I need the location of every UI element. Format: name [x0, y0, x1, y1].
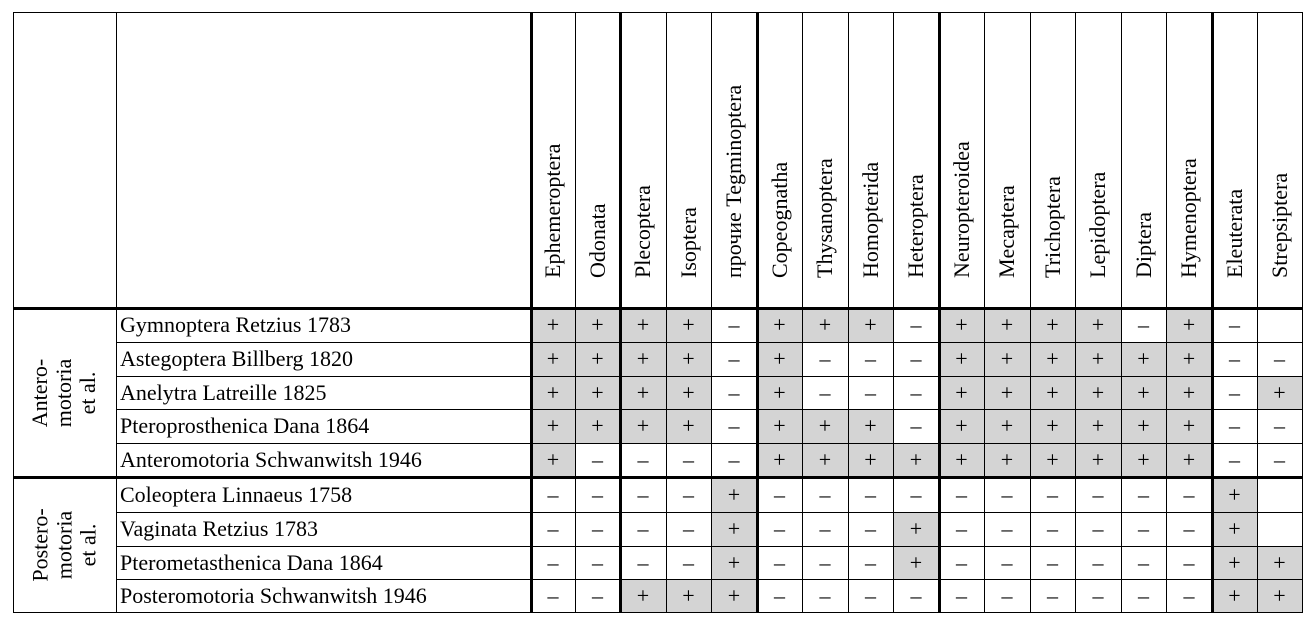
row-label: Anelytra Latreille 1825 [120, 379, 327, 405]
minus-cell: – [728, 346, 740, 371]
grid-line [575, 12, 576, 613]
plus-cell: + [757, 409, 802, 443]
plus-cell: + [1212, 512, 1257, 546]
minus-cell: – [1047, 481, 1058, 507]
plus-cell: + [984, 308, 1030, 342]
plus-cell: + [620, 308, 666, 342]
column-header [757, 12, 802, 308]
plus-cell: + [711, 579, 757, 612]
plus-cell: + [757, 342, 802, 376]
group-label-text: Postero- motoria et al. [27, 507, 101, 582]
plus-cell: + [939, 342, 984, 376]
minus-cell: – [1092, 582, 1104, 608]
column-header [1030, 12, 1075, 308]
column-header-label: Eleuterata [1221, 188, 1247, 278]
minus-cell: – [1092, 549, 1104, 575]
column-header-label: Copeognatha [766, 161, 792, 278]
plus-cell: + [1075, 342, 1121, 376]
plus-cell: + [575, 409, 620, 443]
minus-cell: – [819, 582, 831, 608]
minus-cell: – [865, 346, 876, 371]
grid-line [666, 12, 667, 613]
plus-cell: + [666, 579, 711, 612]
plus-cell: + [939, 308, 984, 342]
plus-cell: + [984, 443, 1030, 477]
minus-cell: – [956, 549, 967, 575]
minus-cell: – [592, 582, 603, 608]
grid-line [1302, 12, 1303, 613]
grid-line [1166, 12, 1167, 613]
minus-cell: – [637, 549, 649, 575]
plus-cell: + [893, 512, 939, 546]
plus-cell: + [1075, 308, 1121, 342]
grid-line [116, 409, 1303, 410]
plus-cell: + [1030, 376, 1075, 409]
grid-line [116, 512, 1303, 513]
plus-cell: + [1257, 546, 1302, 579]
grid-line [13, 12, 14, 613]
minus-cell: – [1001, 549, 1013, 575]
minus-cell: – [1274, 346, 1285, 371]
column-header-label: Heteroptera [903, 174, 928, 278]
plus-cell: + [1212, 477, 1257, 512]
plus-cell: + [757, 443, 802, 477]
plus-cell: + [620, 376, 666, 409]
column-header [1257, 12, 1302, 308]
plus-cell: + [939, 443, 984, 477]
minus-cell: – [1274, 447, 1285, 472]
plus-cell: + [531, 443, 575, 477]
minus-cell: – [910, 481, 922, 507]
plus-cell: + [575, 342, 620, 376]
plus-cell: + [620, 409, 666, 443]
plus-cell: + [757, 308, 802, 342]
minus-cell: – [865, 582, 876, 608]
minus-cell: – [1138, 582, 1149, 608]
minus-cell: – [728, 379, 740, 405]
row-label: Posteromotoria Schwanwitsh 1946 [120, 582, 427, 608]
empty-cell [1257, 308, 1302, 342]
column-header [848, 12, 893, 308]
column-header [666, 12, 711, 308]
grid-line [802, 12, 803, 613]
minus-cell: – [1047, 549, 1058, 575]
minus-cell: – [592, 549, 603, 575]
grid-line [1075, 12, 1076, 613]
row-label: Astegoptera Billberg 1820 [120, 346, 353, 371]
plus-cell: + [1166, 342, 1212, 376]
grid-line [893, 12, 894, 613]
minus-cell: – [547, 549, 559, 575]
plus-cell: + [893, 546, 939, 579]
grid-line [116, 342, 1303, 343]
minus-cell: – [1001, 516, 1013, 541]
minus-cell: – [592, 481, 603, 507]
grid-line [116, 12, 117, 613]
minus-cell: – [819, 516, 831, 541]
grid-line [13, 612, 1303, 613]
plus-cell: + [802, 409, 848, 443]
column-header-label: Hymenoptera [1176, 158, 1201, 278]
plus-cell: + [893, 443, 939, 477]
column-header-label: Mecaptera [994, 185, 1019, 278]
column-header [1075, 12, 1121, 308]
minus-cell: – [774, 516, 785, 541]
grid-line [1211, 12, 1214, 613]
column-header [575, 12, 620, 308]
plus-cell: + [666, 376, 711, 409]
minus-cell: – [1229, 346, 1240, 371]
plus-cell: + [711, 477, 757, 512]
minus-cell: – [1047, 582, 1058, 608]
minus-cell: – [683, 516, 694, 541]
column-header [939, 12, 984, 308]
plus-cell: + [1121, 409, 1166, 443]
minus-cell: – [592, 447, 603, 472]
plus-cell: + [757, 376, 802, 409]
minus-cell: – [547, 516, 559, 541]
minus-cell: – [1138, 481, 1149, 507]
plus-cell: + [1030, 409, 1075, 443]
plus-cell: + [939, 376, 984, 409]
minus-cell: – [1229, 413, 1240, 438]
plus-cell: + [1166, 443, 1212, 477]
column-header-label: Isoptera [675, 207, 701, 278]
minus-cell: – [910, 379, 922, 405]
plus-cell: + [1075, 376, 1121, 409]
column-header [1212, 12, 1257, 308]
minus-cell: – [774, 549, 785, 575]
minus-cell: – [637, 516, 649, 541]
plus-cell: + [531, 342, 575, 376]
minus-cell: – [1092, 481, 1104, 507]
minus-cell: – [1183, 549, 1195, 575]
minus-cell: – [683, 447, 694, 472]
minus-cell: – [910, 346, 922, 371]
group-label-text: Antero- motoria et al. [27, 358, 101, 427]
plus-cell: + [1212, 546, 1257, 579]
minus-cell: – [1047, 516, 1058, 541]
minus-cell: – [865, 379, 876, 405]
grid-line [1121, 12, 1122, 613]
minus-cell: – [1001, 481, 1013, 507]
row-label: Pterometasthenica Dana 1864 [120, 549, 383, 575]
column-header-label: Strepsiptera [1266, 172, 1292, 278]
plus-cell: + [711, 512, 757, 546]
plus-cell: + [1166, 308, 1212, 342]
grid-line [619, 12, 622, 613]
column-header [531, 12, 575, 308]
row-label: Coleoptera Linnaeus 1758 [120, 481, 353, 507]
minus-cell: – [637, 481, 649, 507]
plus-cell: + [848, 409, 893, 443]
plus-cell: + [802, 308, 848, 342]
grid-line [13, 12, 1303, 13]
minus-cell: – [728, 413, 740, 438]
minus-cell: – [728, 312, 740, 337]
plus-cell: + [711, 546, 757, 579]
plus-cell: + [575, 376, 620, 409]
minus-cell: – [1229, 379, 1240, 405]
column-header [984, 12, 1030, 308]
minus-cell: – [774, 582, 785, 608]
plus-cell: + [984, 342, 1030, 376]
column-header [1166, 12, 1212, 308]
grid-line [13, 476, 1303, 479]
column-header-label: Trichoptera [1039, 176, 1065, 278]
row-label: Pteroprosthenica Dana 1864 [120, 413, 370, 438]
plus-cell: + [848, 308, 893, 342]
grid-line [116, 579, 1303, 580]
plus-cell: + [1257, 376, 1302, 409]
minus-cell: – [1183, 516, 1195, 541]
plus-cell: + [666, 409, 711, 443]
column-header-label: прочие Tegminoptera [721, 84, 746, 278]
minus-cell: – [956, 582, 967, 608]
minus-cell: – [1183, 582, 1195, 608]
minus-cell: – [683, 481, 694, 507]
plus-cell: + [1030, 443, 1075, 477]
plus-cell: + [1030, 308, 1075, 342]
minus-cell: – [1183, 481, 1195, 507]
minus-cell: – [819, 346, 831, 371]
column-header-label: Neuropteroidea [948, 141, 974, 278]
column-header [620, 12, 666, 308]
column-header [711, 12, 757, 308]
grid-line [1257, 12, 1258, 613]
minus-cell: – [1138, 516, 1149, 541]
minus-cell: – [547, 481, 559, 507]
minus-cell: – [1138, 549, 1149, 575]
plus-cell: + [575, 308, 620, 342]
plus-cell: + [1121, 443, 1166, 477]
grid-line [116, 376, 1303, 377]
group-label [13, 477, 116, 612]
minus-cell: – [819, 481, 831, 507]
column-header-label: Plecoptera [630, 185, 655, 278]
minus-cell: – [910, 413, 922, 438]
plus-cell: + [620, 342, 666, 376]
minus-cell: – [1274, 413, 1285, 438]
minus-cell: – [728, 447, 740, 472]
plus-cell: + [1166, 376, 1212, 409]
minus-cell: – [956, 481, 967, 507]
column-header-label: Homopterida [857, 161, 883, 278]
minus-cell: – [547, 582, 559, 608]
minus-cell: – [865, 481, 876, 507]
minus-cell: – [1138, 312, 1149, 337]
row-label: Gymnoptera Retzius 1783 [120, 312, 351, 337]
column-header-label: Lepidoptera [1085, 171, 1110, 278]
minus-cell: – [819, 549, 831, 575]
grid-line [711, 12, 712, 613]
minus-cell: – [1229, 312, 1240, 337]
minus-cell: – [637, 447, 649, 472]
plus-cell: + [848, 443, 893, 477]
plus-cell: + [620, 579, 666, 612]
minus-cell: – [910, 582, 922, 608]
plus-cell: + [666, 308, 711, 342]
plus-cell: + [1212, 579, 1257, 612]
plus-cell: + [939, 409, 984, 443]
minus-cell: – [683, 549, 694, 575]
minus-cell: – [1001, 582, 1013, 608]
grid-line [756, 12, 759, 613]
column-header [802, 12, 848, 308]
minus-cell: – [865, 549, 876, 575]
plus-cell: + [531, 308, 575, 342]
plus-cell: + [984, 376, 1030, 409]
plus-cell: + [1121, 342, 1166, 376]
grid-line [848, 12, 849, 613]
minus-cell: – [1229, 447, 1240, 472]
grid-line [938, 12, 941, 613]
row-label: Anteromotoria Schwanwitsh 1946 [120, 447, 422, 472]
column-header-label: Diptera [1130, 212, 1156, 278]
plus-cell: + [1257, 579, 1302, 612]
grid-line [13, 307, 1303, 310]
minus-cell: – [819, 379, 831, 405]
minus-cell: – [774, 481, 785, 507]
plus-cell: + [984, 409, 1030, 443]
group-label [13, 308, 116, 477]
grid-line [984, 12, 985, 613]
minus-cell: – [1092, 516, 1104, 541]
plus-cell: + [1121, 376, 1166, 409]
plus-cell: + [531, 376, 575, 409]
minus-cell: – [956, 516, 967, 541]
column-header-label: Odonata [584, 203, 610, 278]
plus-cell: + [1030, 342, 1075, 376]
grid-line [1030, 12, 1031, 613]
column-header [893, 12, 939, 308]
minus-cell: – [910, 312, 922, 337]
column-header-label: Thysanoptera [812, 158, 837, 278]
row-label: Vaginata Retzius 1783 [120, 516, 318, 541]
plus-cell: + [531, 409, 575, 443]
column-header-label: Ephemeroptera [540, 143, 565, 278]
column-header [1121, 12, 1166, 308]
empty-cell [1257, 477, 1302, 512]
plus-cell: + [1075, 443, 1121, 477]
plus-cell: + [1166, 409, 1212, 443]
minus-cell: – [592, 516, 603, 541]
grid-line [530, 12, 533, 613]
plus-cell: + [1075, 409, 1121, 443]
grid-line [116, 546, 1303, 547]
empty-cell [1257, 512, 1302, 546]
grid-line [116, 443, 1303, 444]
minus-cell: – [865, 516, 876, 541]
plus-cell: + [802, 443, 848, 477]
plus-cell: + [666, 342, 711, 376]
